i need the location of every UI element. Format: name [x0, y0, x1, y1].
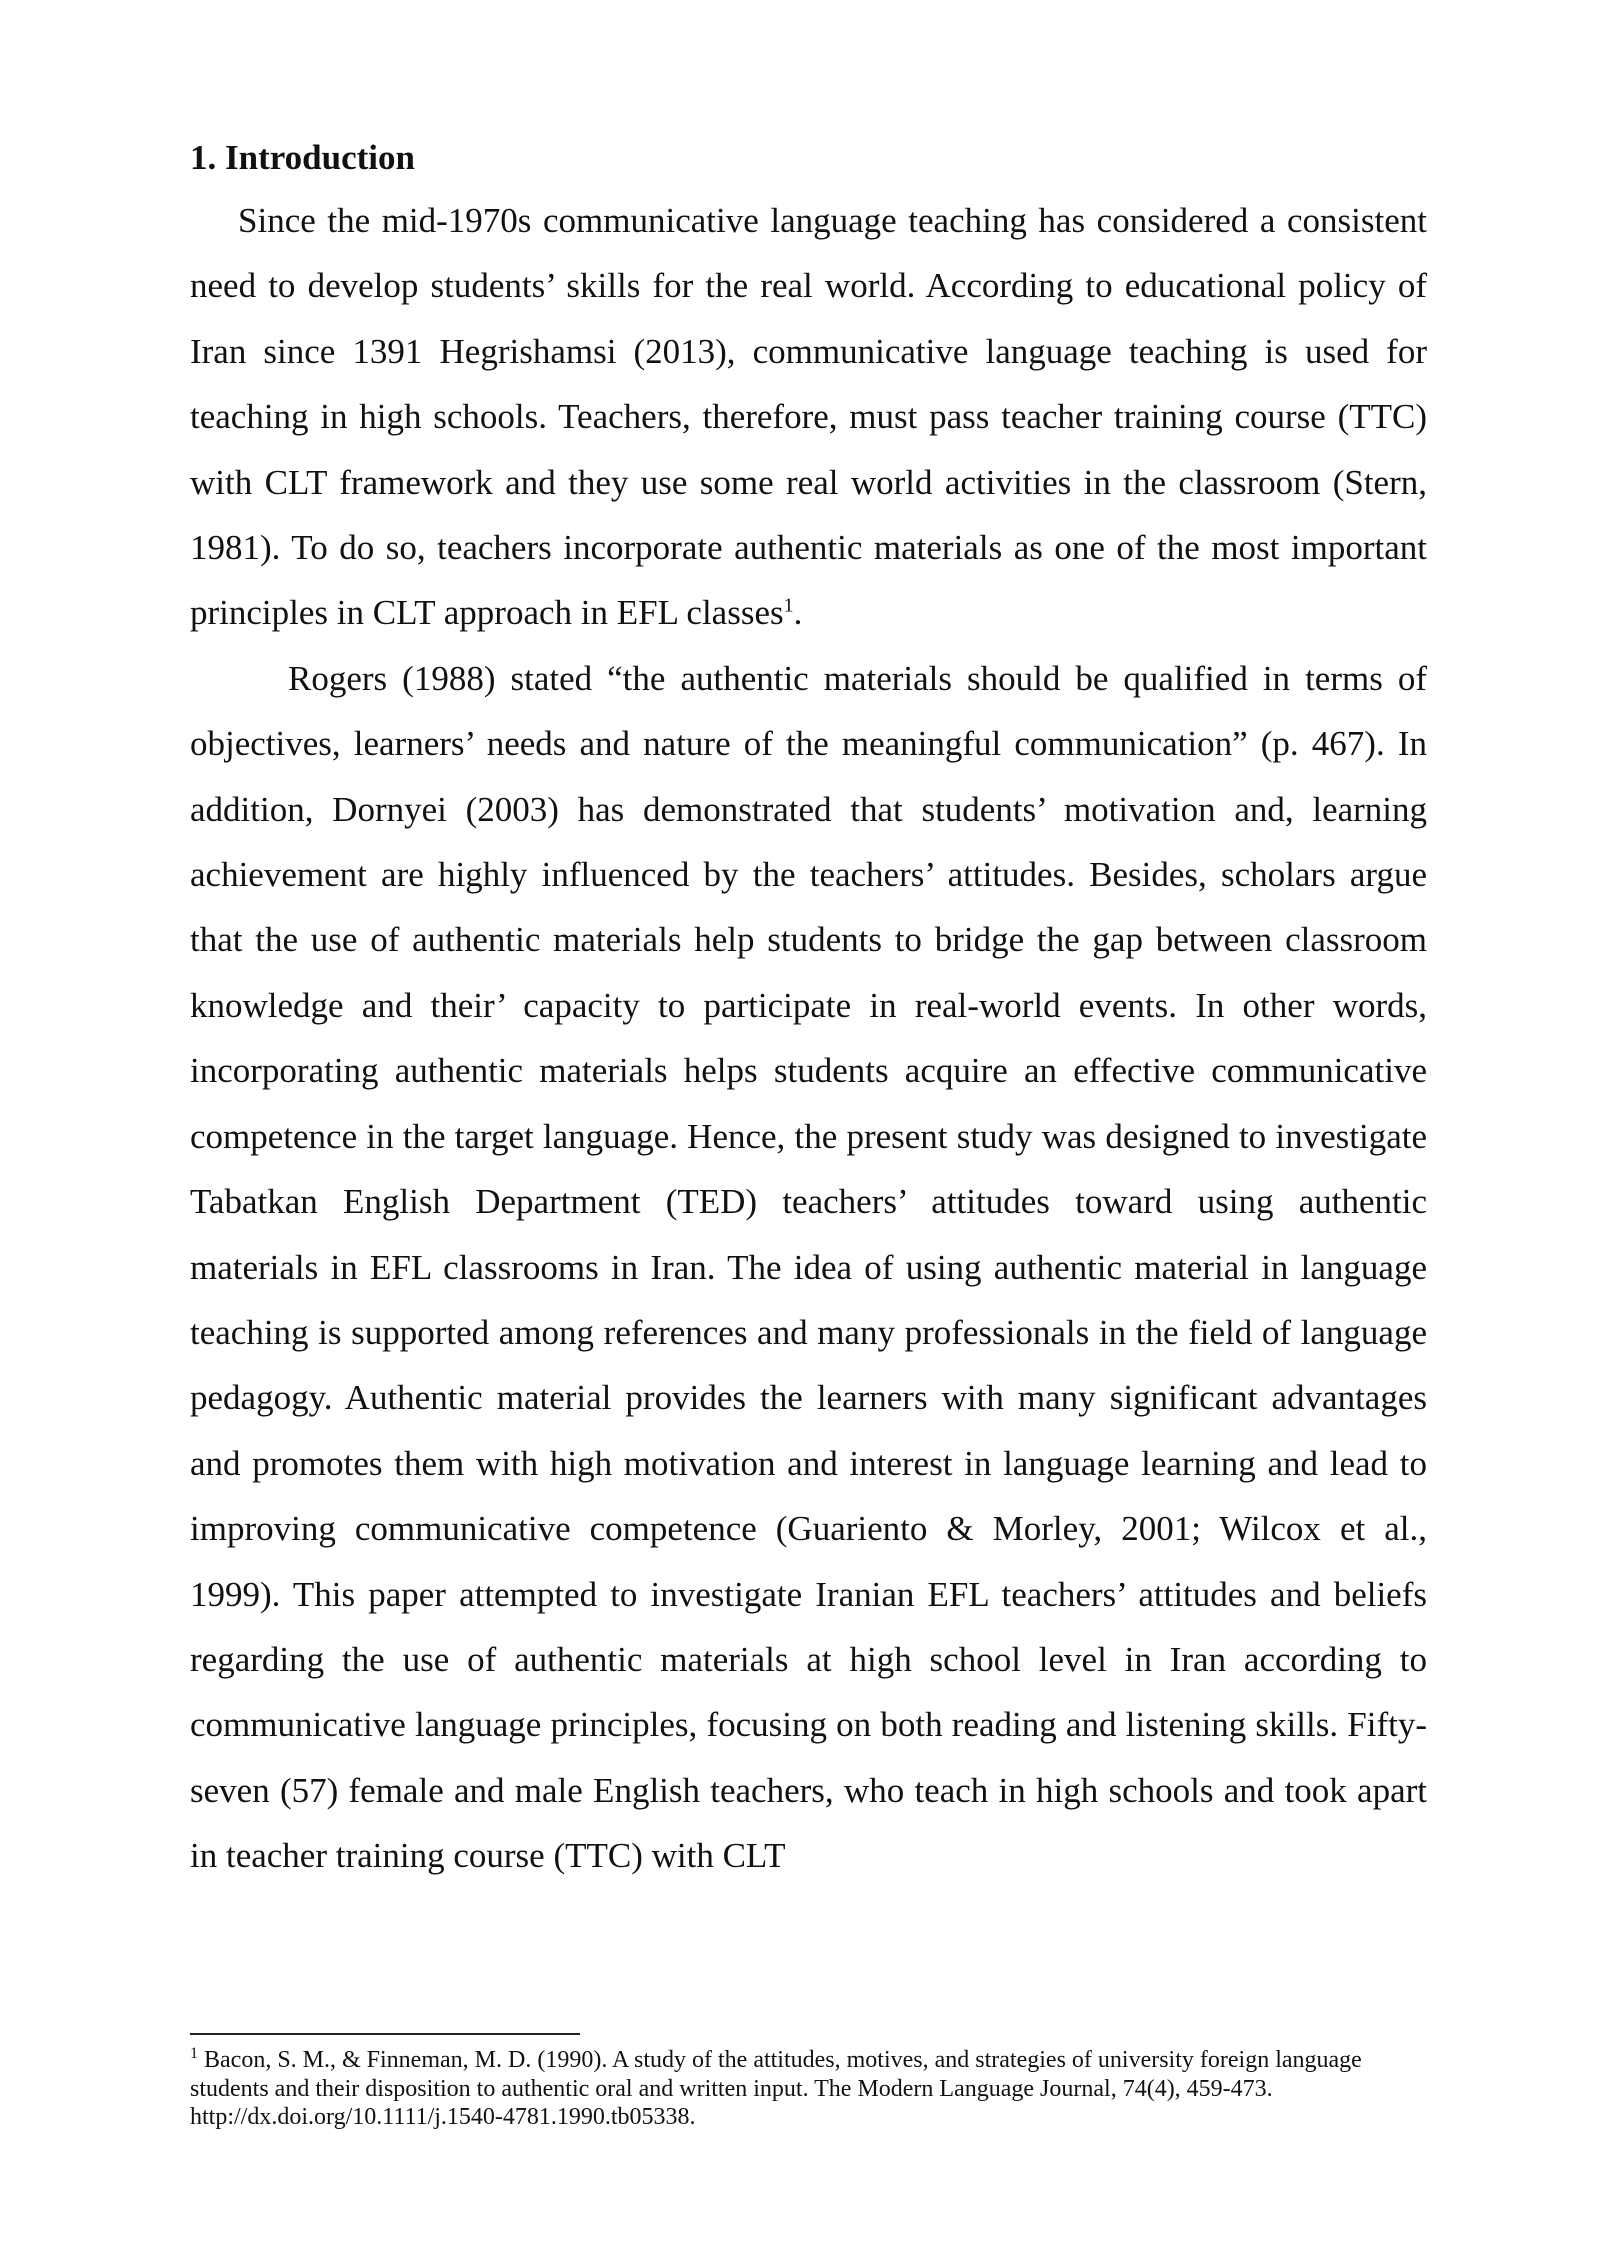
footnote-reference[interactable]: 1 [783, 594, 794, 617]
footnote-divider [190, 2033, 580, 2035]
section-heading: 1. Introduction [190, 138, 415, 177]
footnote [190, 2046, 1427, 2132]
footnote-mark: 1 [190, 2045, 198, 2062]
paragraph-1-text: Since the mid-1970s communicative language teaching has considered a consistent need to develop students’ skills for the real world. According to educational policy of Iran since 1391 Hegrishamsi (2013), communicative language teaching is used for teaching in high schools. Teachers, therefore, must pass teacher training course (TTC) with CLT framework and they use some real world activities in the classroom (Stern, 1981). To do so, teachers incorporate authentic materials as one of the most important principles in CLT approach in EFL classes [190, 201, 1427, 633]
footnote-text: Bacon, S. M., & Finneman, M. D. (1990). A study of the attitudes, motives, and strategies of university foreign language students and their disposition to authentic oral and written input. The Modern Language Journal, 74(4), 459-473. http://dx.doi.org/10.1111/j.1540-4781.1990.tb05338. [190, 2047, 1362, 2130]
paragraph-2: Rogers (1988) stated “the authentic materials should be qualified in terms of objectives, learners’ needs and nature of the meaningful communication” (p. 467). In addition, Dornyei (2003) has demonstrated that students’ motivation and, learning achievement are highly influenced by the teachers’ attitudes. Besides, scholars argue that the use of authentic materials help students to bridge the gap between classroom knowledge and their’ capacity to participate in real-world events. In other words, incorporating authentic materials helps students acquire an effective communicative competence in the target language. Hence, the present study was designed to investigate Tabatkan English Department (TED) teachers’ attitudes toward using authentic materials in EFL classrooms in Iran. The idea of using authentic material in language teaching is supported among references and many professionals in the field of language pedagogy. Authentic material provides the learners with many significant advantages and promotes them with high motivation and interest in language learning and lead to improving communicative competence (Guariento & Morley, 2001; Wilcox et al., 1999). This paper attempted to investigate Iranian EFL teachers’ attitudes and beliefs regarding the use of authentic materials at high school level in Iran according to communicative language principles, focusing on both reading and listening skills. Fifty-seven (57) female and male English teachers, who teach in high schools and took apart in teacher training course (TTC) with CLT [190, 658, 1427, 1876]
page-body [190, 128, 1427, 1889]
paragraph-1 [190, 188, 1427, 646]
paragraph-1-end: . [793, 593, 803, 633]
